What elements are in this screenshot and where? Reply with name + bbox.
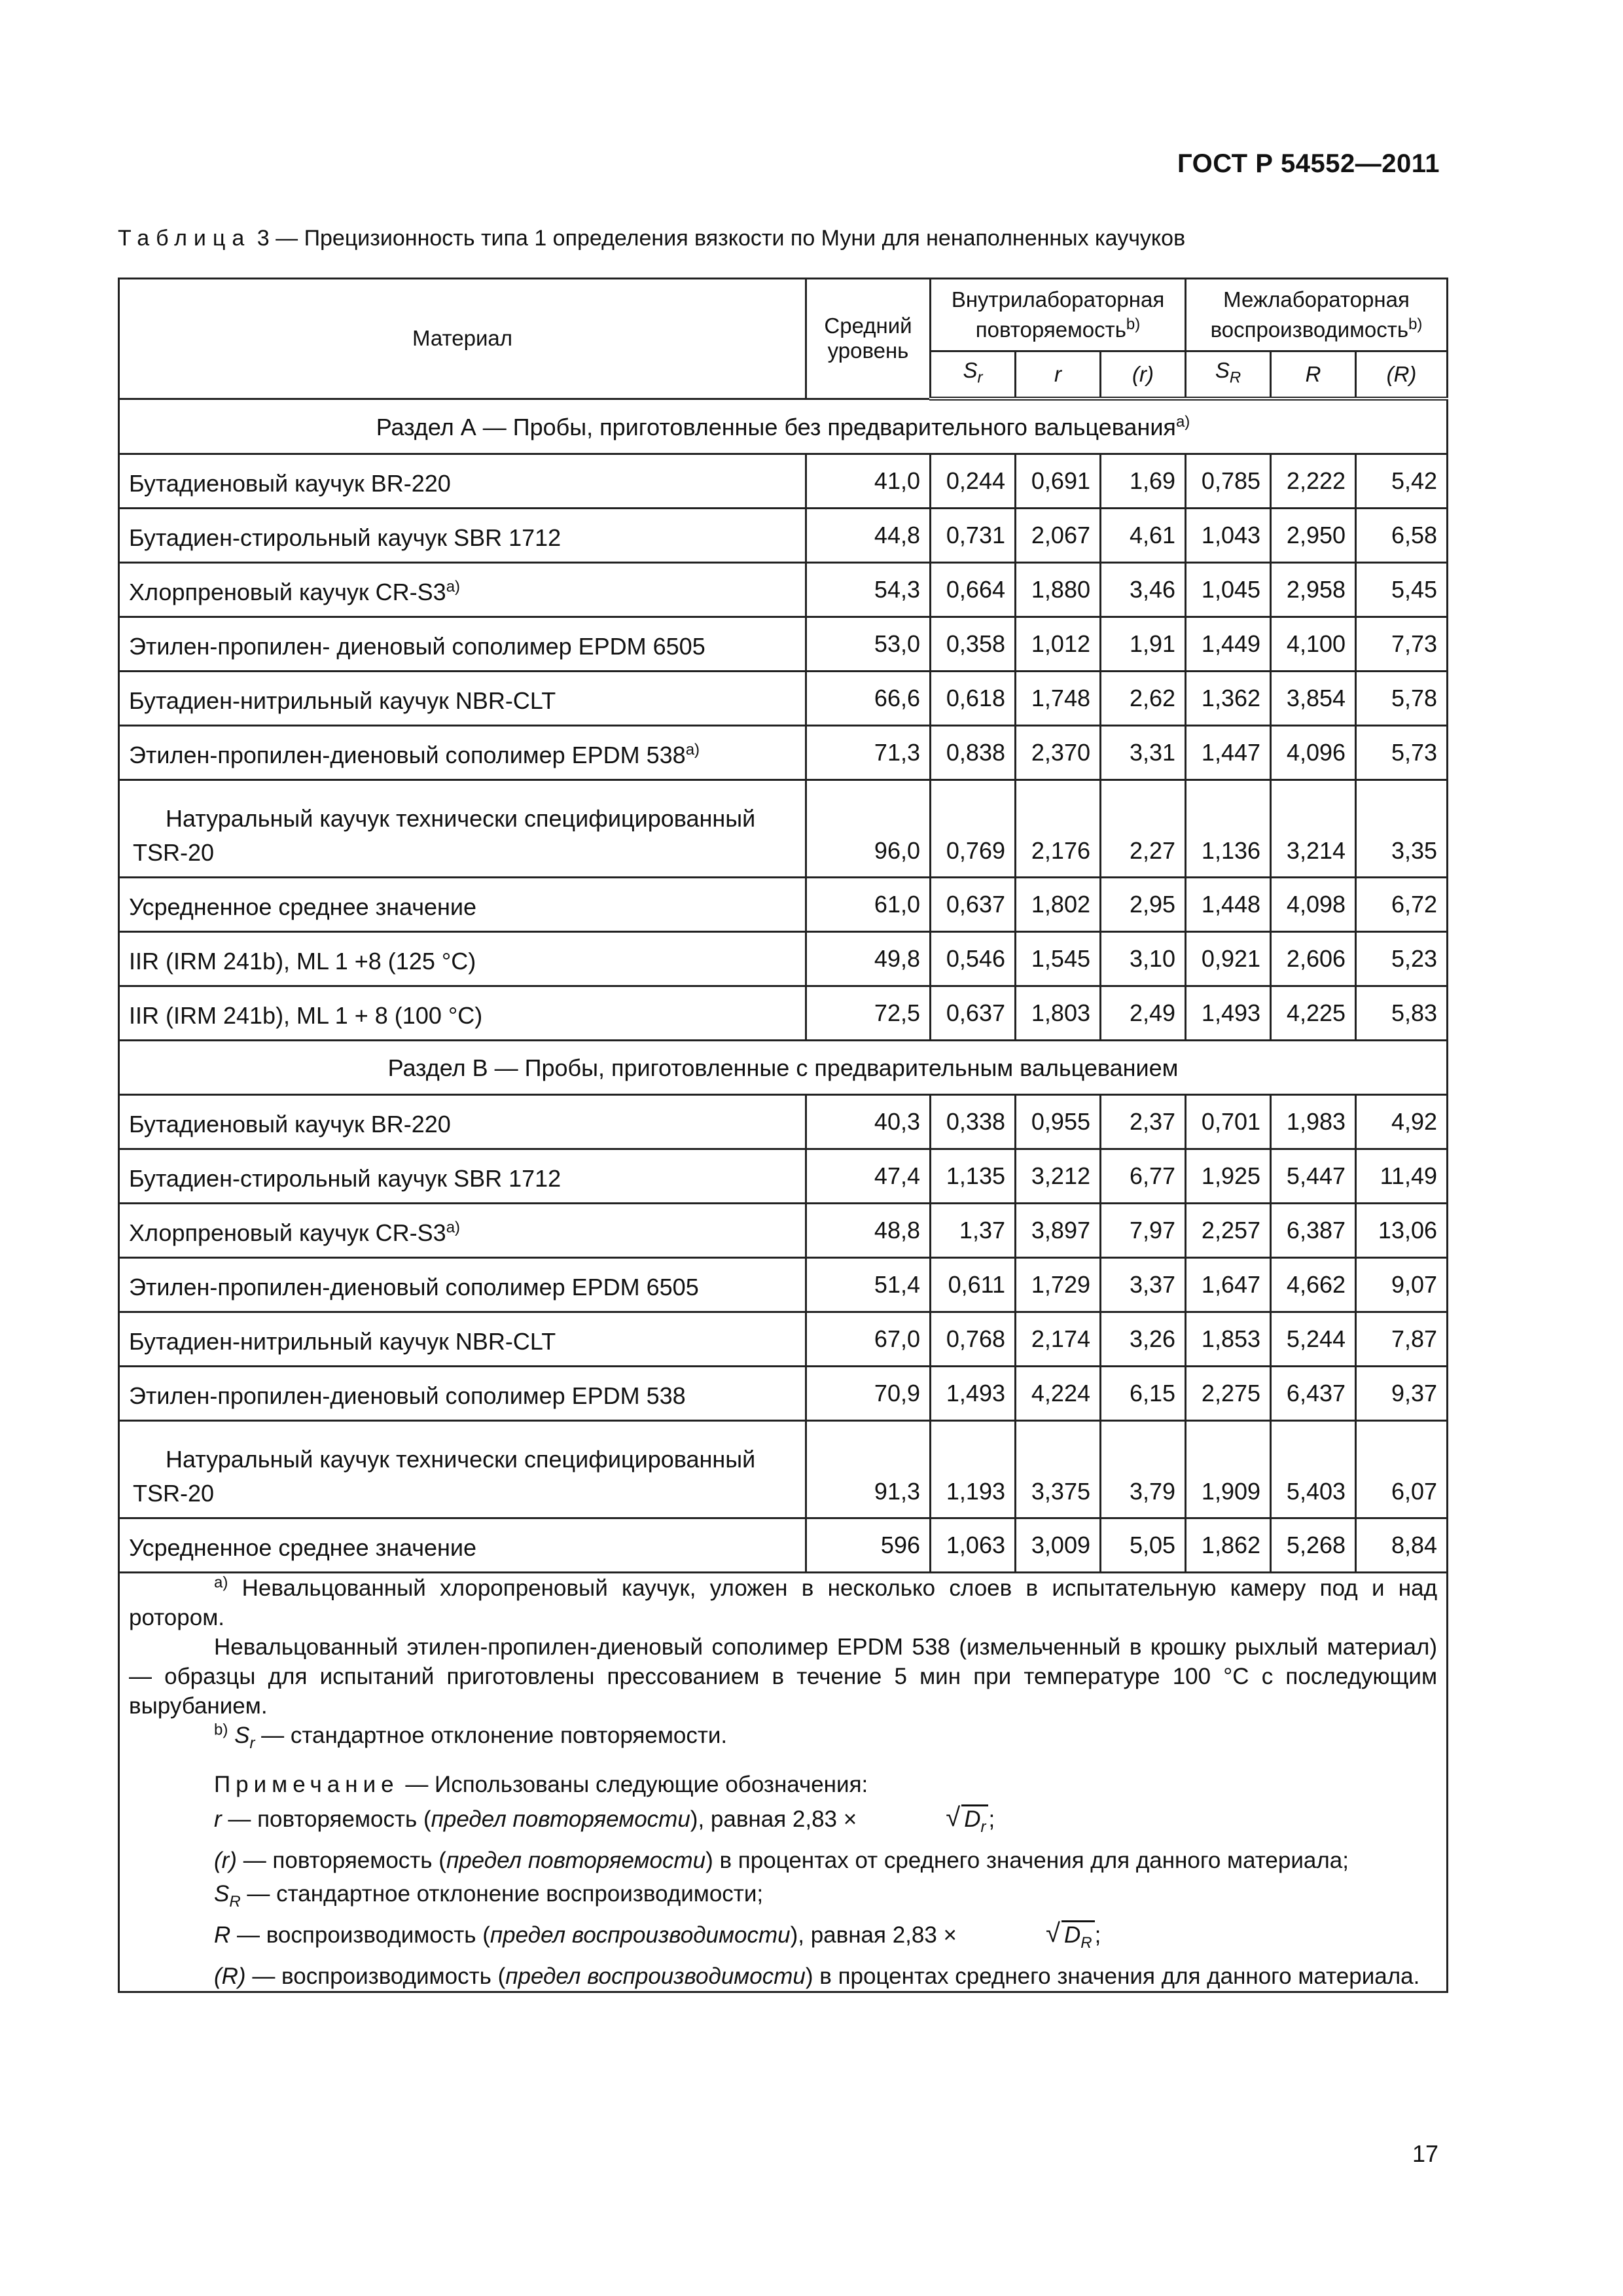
cell-Rp: 6,72 bbox=[1356, 878, 1448, 932]
cell-mean: 96,0 bbox=[806, 780, 931, 878]
cell-R: 5,268 bbox=[1271, 1518, 1356, 1573]
cell-r: 2,370 bbox=[1016, 726, 1101, 780]
cell-rp: 2,95 bbox=[1101, 878, 1186, 932]
cell-sR: 2,257 bbox=[1186, 1204, 1271, 1258]
table-row bbox=[119, 1095, 1448, 1149]
cell-rp: 1,91 bbox=[1101, 617, 1186, 672]
table-row bbox=[119, 1204, 1448, 1258]
cell-sr: 0,546 bbox=[931, 932, 1016, 986]
cell-r: 1,545 bbox=[1016, 932, 1101, 986]
table-row bbox=[119, 454, 1448, 509]
cell-rp: 2,27 bbox=[1101, 780, 1186, 878]
cell-sr: 0,769 bbox=[931, 780, 1016, 878]
table-row bbox=[119, 1258, 1448, 1312]
material-name: Хлорпреновый каучук CR-S3$^{a)}$ bbox=[119, 563, 806, 617]
cell-sr: 0,637 bbox=[931, 986, 1016, 1041]
cell-rp: 3,31 bbox=[1101, 726, 1186, 780]
table-caption-text: — Прецизионность типа 1 определения вязкости по Муни для ненаполненных каучуков bbox=[269, 226, 1186, 251]
table-row bbox=[119, 617, 1448, 672]
cell-r: 1,803 bbox=[1016, 986, 1101, 1041]
sqrt-symbol: √ $D_r$ bbox=[861, 1804, 988, 1842]
material-name: Бутадиен-стирольный каучук SBR 1712 bbox=[119, 509, 806, 563]
cell-Rp: 5,42 bbox=[1356, 454, 1448, 509]
cell-R: 4,662 bbox=[1271, 1258, 1356, 1312]
cell-R: 6,387 bbox=[1271, 1204, 1356, 1258]
cell-R: 3,214 bbox=[1271, 780, 1356, 878]
cell-R: 5,403 bbox=[1271, 1421, 1356, 1518]
cell-Rp: 11,49 bbox=[1356, 1149, 1448, 1204]
cell-r: 1,880 bbox=[1016, 563, 1101, 617]
cell-R: 1,983 bbox=[1271, 1095, 1356, 1149]
cell-r: 1,012 bbox=[1016, 617, 1101, 672]
cell-rp: 5,05 bbox=[1101, 1518, 1186, 1573]
column-header-material: Материал bbox=[119, 279, 806, 399]
material-name: IIR (IRM 241b), ML 1 + 8 (100 °C) bbox=[119, 986, 806, 1041]
cell-rp: 6,15 bbox=[1101, 1367, 1186, 1421]
table-body bbox=[119, 399, 1448, 1573]
cell-R: 2,958 bbox=[1271, 563, 1356, 617]
note-def-r: r — повторяемость (предел повторяемости), равная 2,83 × √ $D_r$ ; bbox=[129, 1804, 1437, 1842]
cell-Rp: 3,35 bbox=[1356, 780, 1448, 878]
footnote-b: $^{b)}$ $S_r$ — стандартное отклонение повторяемости. bbox=[214, 1721, 728, 1752]
table-row bbox=[119, 986, 1448, 1041]
cell-mean: 41,0 bbox=[806, 454, 931, 509]
cell-mean: 44,8 bbox=[806, 509, 931, 563]
table-row bbox=[119, 1421, 1448, 1518]
material-name: Этилен-пропилен-диеновый сополимер EPDM 6505 bbox=[119, 1258, 806, 1312]
column-header-mean: Средний уровень bbox=[806, 279, 931, 399]
material-name: Этилен-пропилен- диеновый сополимер EPDM 6505 bbox=[119, 617, 806, 672]
cell-rp: 4,61 bbox=[1101, 509, 1186, 563]
cell-R: 4,096 bbox=[1271, 726, 1356, 780]
cell-sr: 0,838 bbox=[931, 726, 1016, 780]
cell-sR: 2,275 bbox=[1186, 1367, 1271, 1421]
cell-R: 2,950 bbox=[1271, 509, 1356, 563]
cell-r: 3,212 bbox=[1016, 1149, 1101, 1204]
material-name: Бутадиен-нитрильный каучук NBR-CLT bbox=[119, 1312, 806, 1367]
cell-mean: 72,5 bbox=[806, 986, 931, 1041]
table-row bbox=[119, 672, 1448, 726]
cell-R: 6,437 bbox=[1271, 1367, 1356, 1421]
cell-rp: 2,37 bbox=[1101, 1095, 1186, 1149]
cell-mean: 70,9 bbox=[806, 1367, 931, 1421]
table-row bbox=[119, 563, 1448, 617]
cell-r: 0,955 bbox=[1016, 1095, 1101, 1149]
table-footnotes bbox=[119, 1573, 1448, 1992]
cell-r: 3,897 bbox=[1016, 1204, 1101, 1258]
page-number: 17 bbox=[1412, 2140, 1438, 2167]
cell-Rp: 5,83 bbox=[1356, 986, 1448, 1041]
cell-R: 4,225 bbox=[1271, 986, 1356, 1041]
cell-r: 1,802 bbox=[1016, 878, 1101, 932]
cell-sR: 0,921 bbox=[1186, 932, 1271, 986]
cell-sR: 1,909 bbox=[1186, 1421, 1271, 1518]
column-header-r: r bbox=[1016, 351, 1101, 399]
cell-r: 0,691 bbox=[1016, 454, 1101, 509]
cell-Rp: 5,45 bbox=[1356, 563, 1448, 617]
column-group-within-lab: Внутрилабораторная повторяемость$^{b)}$ bbox=[931, 279, 1186, 351]
cell-mean: 48,8 bbox=[806, 1204, 931, 1258]
note-def-R: R — воспроизводимость (предел воспроизводимости), равная 2,83 × √ $D_R$ ; bbox=[129, 1920, 1437, 1958]
table-row bbox=[119, 1149, 1448, 1204]
cell-mean: 40,3 bbox=[806, 1095, 931, 1149]
cell-sR: 1,136 bbox=[1186, 780, 1271, 878]
cell-mean: 91,3 bbox=[806, 1421, 931, 1518]
cell-sr: 0,338 bbox=[931, 1095, 1016, 1149]
material-name: Бутадиен-стирольный каучук SBR 1712 bbox=[119, 1149, 806, 1204]
cell-sr: 0,358 bbox=[931, 617, 1016, 672]
cell-sR: 1,043 bbox=[1186, 509, 1271, 563]
section-header-row bbox=[119, 1041, 1448, 1095]
cell-sR: 1,862 bbox=[1186, 1518, 1271, 1573]
cell-mean: 61,0 bbox=[806, 878, 931, 932]
cell-r: 2,174 bbox=[1016, 1312, 1101, 1367]
cell-mean: 53,0 bbox=[806, 617, 931, 672]
table-row bbox=[119, 1312, 1448, 1367]
cell-R: 5,244 bbox=[1271, 1312, 1356, 1367]
cell-Rp: 6,58 bbox=[1356, 509, 1448, 563]
table-row bbox=[119, 932, 1448, 986]
cell-R: 2,606 bbox=[1271, 932, 1356, 986]
cell-rp: 3,37 bbox=[1101, 1258, 1186, 1312]
cell-Rp: 5,23 bbox=[1356, 932, 1448, 986]
cell-rp: 3,79 bbox=[1101, 1421, 1186, 1518]
cell-rp: 6,77 bbox=[1101, 1149, 1186, 1204]
cell-rp: 1,69 bbox=[1101, 454, 1186, 509]
cell-sr: 0,618 bbox=[931, 672, 1016, 726]
table-caption-label: Таблица bbox=[118, 226, 251, 251]
cell-R: 2,222 bbox=[1271, 454, 1356, 509]
cell-r: 2,067 bbox=[1016, 509, 1101, 563]
cell-sR: 1,447 bbox=[1186, 726, 1271, 780]
section-header-row bbox=[119, 399, 1448, 454]
cell-r: 3,009 bbox=[1016, 1518, 1101, 1573]
cell-mean: 66,6 bbox=[806, 672, 931, 726]
note-def-R-percent: (R) — воспроизводимость (предел воспроизводимости) в процентах среднего значения для данного материала. bbox=[214, 1964, 1420, 1989]
material-name: Бутадиеновый каучук BR-220 bbox=[119, 1095, 806, 1149]
cell-R: 4,098 bbox=[1271, 878, 1356, 932]
table-row bbox=[119, 780, 1448, 878]
cell-R: 3,854 bbox=[1271, 672, 1356, 726]
cell-Rp: 9,07 bbox=[1356, 1258, 1448, 1312]
cell-sR: 1,853 bbox=[1186, 1312, 1271, 1367]
cell-rp: 2,49 bbox=[1101, 986, 1186, 1041]
cell-sR: 1,647 bbox=[1186, 1258, 1271, 1312]
cell-Rp: 13,06 bbox=[1356, 1204, 1448, 1258]
table-row bbox=[119, 1518, 1448, 1573]
document-number: ГОСТ Р 54552—2011 bbox=[1177, 149, 1440, 178]
column-header-sR: $S_R$ bbox=[1186, 351, 1271, 399]
cell-r: 4,224 bbox=[1016, 1367, 1101, 1421]
cell-sr: 0,664 bbox=[931, 563, 1016, 617]
cell-sr: 0,244 bbox=[931, 454, 1016, 509]
cell-sR: 1,449 bbox=[1186, 617, 1271, 672]
table-row bbox=[119, 1367, 1448, 1421]
cell-rp: 3,26 bbox=[1101, 1312, 1186, 1367]
cell-sr: 0,731 bbox=[931, 509, 1016, 563]
cell-Rp: 9,37 bbox=[1356, 1367, 1448, 1421]
material-name: IIR (IRM 241b), ML 1 +8 (125 °C) bbox=[119, 932, 806, 986]
cell-sr: 1,135 bbox=[931, 1149, 1016, 1204]
cell-sr: 0,768 bbox=[931, 1312, 1016, 1367]
cell-r: 2,176 bbox=[1016, 780, 1101, 878]
cell-Rp: 7,73 bbox=[1356, 617, 1448, 672]
cell-sR: 1,362 bbox=[1186, 672, 1271, 726]
column-header-r-percent: (r) bbox=[1101, 351, 1186, 399]
material-name: Хлорпреновый каучук CR-S3$^{a)}$ bbox=[119, 1204, 806, 1258]
cell-Rp: 8,84 bbox=[1356, 1518, 1448, 1573]
footnote-a: $^{a)}$ Невальцованный хлоропреновый каучук, уложен в несколько слоев в испытательную камеру под и над ротором. bbox=[129, 1573, 1438, 1630]
cell-r: 1,748 bbox=[1016, 672, 1101, 726]
cell-rp: 2,62 bbox=[1101, 672, 1186, 726]
table-row bbox=[119, 509, 1448, 563]
cell-mean: 54,3 bbox=[806, 563, 931, 617]
footnote-a-continued: Невальцованный этилен-пропилен-диеновый сополимер EPDM 538 (измельченный в крошку рыхлый материал) — образцы для испытаний приготовлены прессованием в течение 5 мин при температуре 100 °С с последующим вырубанием. bbox=[129, 1634, 1438, 1719]
cell-rp: 3,46 bbox=[1101, 563, 1186, 617]
cell-sR: 1,045 bbox=[1186, 563, 1271, 617]
note-def-sR: $S_R$ — стандартное отклонение воспроизводимости; bbox=[214, 1881, 764, 1910]
cell-sR: 1,493 bbox=[1186, 986, 1271, 1041]
cell-Rp: 4,92 bbox=[1356, 1095, 1448, 1149]
cell-mean: 49,8 bbox=[806, 932, 931, 986]
cell-rp: 7,97 bbox=[1101, 1204, 1186, 1258]
cell-sR: 0,785 bbox=[1186, 454, 1271, 509]
cell-sr: 1,37 bbox=[931, 1204, 1016, 1258]
note-def-r-percent: (r) — повторяемость (предел повторяемости) в процентах от среднего значения для данного материала; bbox=[214, 1848, 1349, 1873]
material-name: Натуральный каучук технически специфицированный TSR-20 bbox=[119, 1421, 806, 1518]
cell-sr: 0,637 bbox=[931, 878, 1016, 932]
column-header-R: R bbox=[1271, 351, 1356, 399]
cell-mean: 596 bbox=[806, 1518, 931, 1573]
cell-mean: 67,0 bbox=[806, 1312, 931, 1367]
material-name: Бутадиеновый каучук BR-220 bbox=[119, 454, 806, 509]
cell-sr: 1,493 bbox=[931, 1367, 1016, 1421]
cell-sR: 1,448 bbox=[1186, 878, 1271, 932]
section-title: Раздел А — Пробы, приготовленные без предварительного вальцевания$^{a)}$ bbox=[119, 399, 1448, 454]
cell-Rp: 6,07 bbox=[1356, 1421, 1448, 1518]
cell-sr: 1,193 bbox=[931, 1421, 1016, 1518]
cell-Rp: 5,73 bbox=[1356, 726, 1448, 780]
cell-mean: 51,4 bbox=[806, 1258, 931, 1312]
table-caption-number: 3 bbox=[257, 226, 270, 251]
cell-sr: 0,611 bbox=[931, 1258, 1016, 1312]
note-heading: Примечание — Использованы следующие обозначения: bbox=[214, 1772, 868, 1797]
cell-r: 1,729 bbox=[1016, 1258, 1101, 1312]
material-name: Натуральный каучук технически специфицированный TSR-20 bbox=[119, 780, 806, 878]
cell-sR: 0,701 bbox=[1186, 1095, 1271, 1149]
cell-mean: 47,4 bbox=[806, 1149, 931, 1204]
column-header-sr: $S_r$ bbox=[931, 351, 1016, 399]
cell-r: 3,375 bbox=[1016, 1421, 1101, 1518]
column-group-between-lab: Межлабораторная воспроизводимость$^{b)}$ bbox=[1186, 279, 1448, 351]
material-name: Усредненное среднее значение bbox=[119, 1518, 806, 1573]
cell-R: 4,100 bbox=[1271, 617, 1356, 672]
precision-table bbox=[118, 278, 1448, 1993]
material-name: Усредненное среднее значение bbox=[119, 878, 806, 932]
section-title: Раздел В — Пробы, приготовленные с предварительным вальцеванием bbox=[119, 1041, 1448, 1095]
material-name: Этилен-пропилен-диеновый сополимер EPDM 538 bbox=[119, 1367, 806, 1421]
table-row bbox=[119, 726, 1448, 780]
cell-mean: 71,3 bbox=[806, 726, 931, 780]
table-row bbox=[119, 878, 1448, 932]
table-caption bbox=[118, 226, 1185, 251]
cell-sR: 1,925 bbox=[1186, 1149, 1271, 1204]
material-name: Этилен-пропилен-диеновый сополимер EPDM 538$^{a)}$ bbox=[119, 726, 806, 780]
sqrt-symbol: √ $D_R$ bbox=[961, 1920, 1095, 1958]
cell-Rp: 7,87 bbox=[1356, 1312, 1448, 1367]
cell-Rp: 5,78 bbox=[1356, 672, 1448, 726]
cell-R: 5,447 bbox=[1271, 1149, 1356, 1204]
cell-rp: 3,10 bbox=[1101, 932, 1186, 986]
cell-sr: 1,063 bbox=[931, 1518, 1016, 1573]
material-name: Бутадиен-нитрильный каучук NBR-CLT bbox=[119, 672, 806, 726]
column-header-R-percent: (R) bbox=[1356, 351, 1448, 399]
